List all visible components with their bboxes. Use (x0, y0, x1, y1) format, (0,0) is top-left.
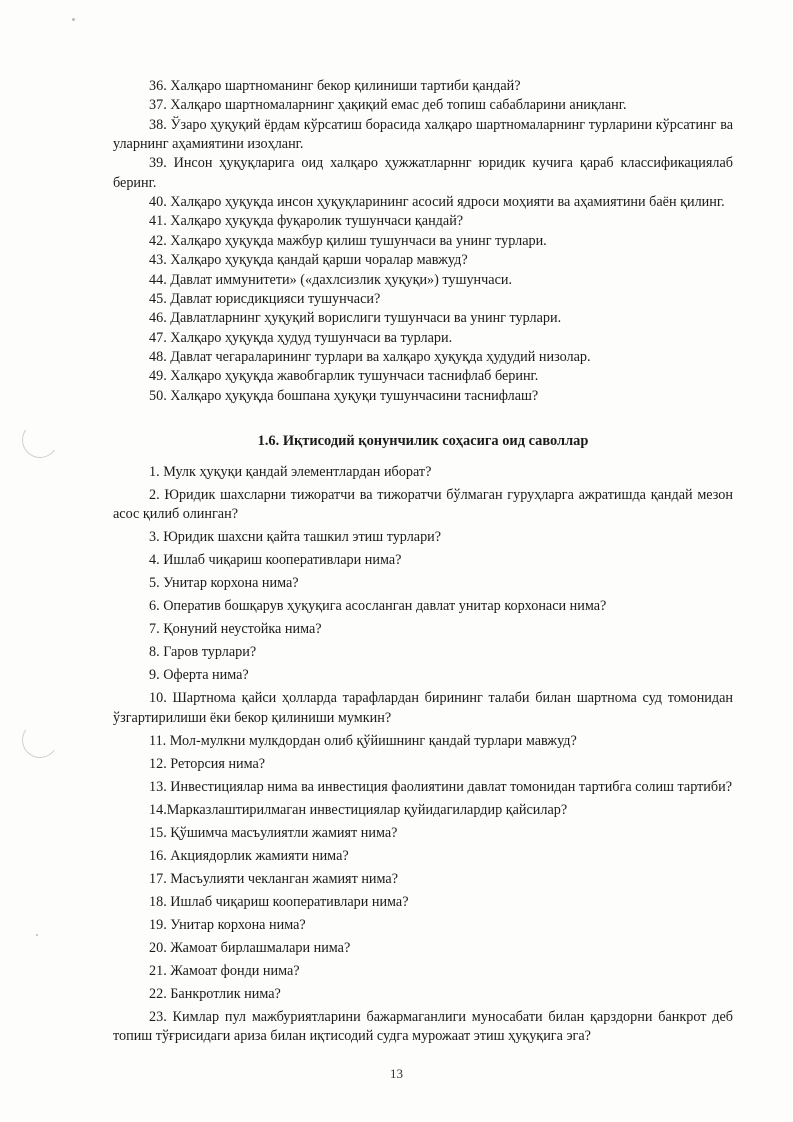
page-number: 13 (390, 1066, 403, 1081)
question-item: 38. Ўзаро ҳуқуқий ёрдам кўрсатиш борасида халқаро шартномаларнинг турларини кўрсатинг ва уларнинг аҳамиятини изоҳланг. (113, 116, 733, 152)
scan-speck (36, 934, 38, 936)
question-item: 6. Оператив бошқарув ҳуқуқига асосланган давлат унитар корхонаси нима? (149, 598, 607, 615)
question-item: 41. Халқаро ҳуқуқда фуқаролик тушунчаси қандай? (149, 213, 464, 230)
question-item: 23. Кимлар пул мажбуриятларини бажармаганлиги муносабати билан қарздорни банкрот деб топиш тўғрисидаги ариза билан иқтисодий судга мурожаат этиш ҳуқуқига эга? (113, 1008, 733, 1044)
question-item: 42. Халқаро ҳуқуқда мажбур қилиш тушунчаси ва унинг турлари. (149, 232, 547, 249)
question-item: 43. Халқаро ҳуқуқда қандай қарши чоралар мавжуд? (149, 252, 468, 269)
question-item: 7. Қонуний неустойка нима? (149, 621, 322, 638)
question-item: 46. Давлатларнинг ҳуқуқий ворислиги тушунчаси ва унинг турлари. (149, 310, 562, 327)
question-item: 50. Халқаро ҳуқуқда бошпана ҳуқуқи тушунчасини таснифлаш? (149, 387, 539, 404)
question-item: 19. Унитар корхона нима? (149, 916, 306, 933)
question-item: 21. Жамоат фонди нима? (149, 962, 300, 979)
question-item: 22. Банкротлик нима? (149, 985, 281, 1002)
question-item: 14.Марказлаштирилмаган инвестициялар қуйидагилардир қайсилар? (149, 801, 568, 818)
question-item: 12. Реторсия нима? (149, 755, 266, 772)
question-item: 18. Ишлаб чиқариш кооперативлари нима? (149, 893, 409, 910)
question-list-economic-law (113, 463, 733, 1046)
scan-speck (72, 18, 75, 21)
question-item: 45. Давлат юрисдикцияси тушунчаси? (149, 290, 381, 307)
question-item: 37. Халқаро шартномаларнинг ҳақиқий емас деб топиш сабабларини аниқланг. (149, 97, 627, 114)
question-item: 3. Юридик шахсни қайта ташкил этиш турлари? (149, 529, 442, 546)
section-heading: 1.6. Иқтисодий қонунчилик соҳасига оид саволлар (257, 433, 589, 450)
question-item: 8. Гаров турлари? (149, 644, 257, 661)
question-item: 49. Халқаро ҳуқуқда жавобгарлик тушунчаси таснифлаб беринг. (149, 368, 539, 385)
question-item: 10. Шартнома қайси ҳолларда тарафлардан бирининг талаби билан шартнома суд томонидан ўзгартирилиши ёки бекор қилиниши мумкин? (113, 690, 733, 726)
question-item: 44. Давлат иммунитети» («дахлсизлик ҳуқуқи») тушунчаси. (149, 271, 513, 288)
question-item: 4. Ишлаб чиқариш кооперативлари нима? (149, 552, 402, 569)
punch-hole-mark (19, 719, 61, 761)
question-item: 47. Халқаро ҳуқуқда ҳудуд тушунчаси ва турлари. (149, 329, 453, 346)
question-item: 48. Давлат чегараларининг турлари ва халқаро ҳуқуқда ҳудудий низолар. (149, 349, 591, 366)
question-item: 16. Акциядорлик жамияти нима? (149, 847, 349, 864)
punch-hole-mark (19, 419, 61, 461)
question-item: 39. Инсон ҳуқуқларига оид халқаро ҳужжатларннг юридик кучига қараб классификациялаб беринг. (113, 155, 733, 191)
question-item: 20. Жамоат бирлашмалари нима? (149, 939, 351, 956)
question-item: 2. Юридик шахсларни тижоратчи ва тижоратчи бўлмаган гуруҳларга ажратишда қандай мезон асос қилиб олинган? (113, 487, 733, 523)
question-item: 40. Халқаро ҳуқуқда инсон ҳуқуқларининг асосий ядроси моҳияти ва аҳамиятини баён қилинг. (149, 193, 725, 210)
question-item: 17. Масъулияти чекланган жамият нима? (149, 870, 398, 887)
question-item: 1. Мулк ҳуқуқи қандай элементлардан иборат? (149, 464, 432, 481)
page-content (113, 77, 733, 1046)
question-item: 9. Оферта нима? (149, 667, 249, 684)
question-item: 13. Инвестициялар нима ва инвестиция фаолиятини давлат томонидан тартибга солиш тартиби? (149, 778, 732, 795)
question-item: 15. Қўшимча масъулиятли жамият нима? (149, 824, 398, 841)
question-item: 11. Мол-мулкни мулкдордан олиб қўйишнинг қандай турлари мавжуд? (149, 732, 577, 749)
question-item: 36. Халқаро шартноманинг бекор қилиниши тартиби қандай? (149, 78, 521, 94)
question-list-international-law (113, 77, 733, 406)
question-item: 5. Унитар корхона нима? (149, 575, 299, 592)
